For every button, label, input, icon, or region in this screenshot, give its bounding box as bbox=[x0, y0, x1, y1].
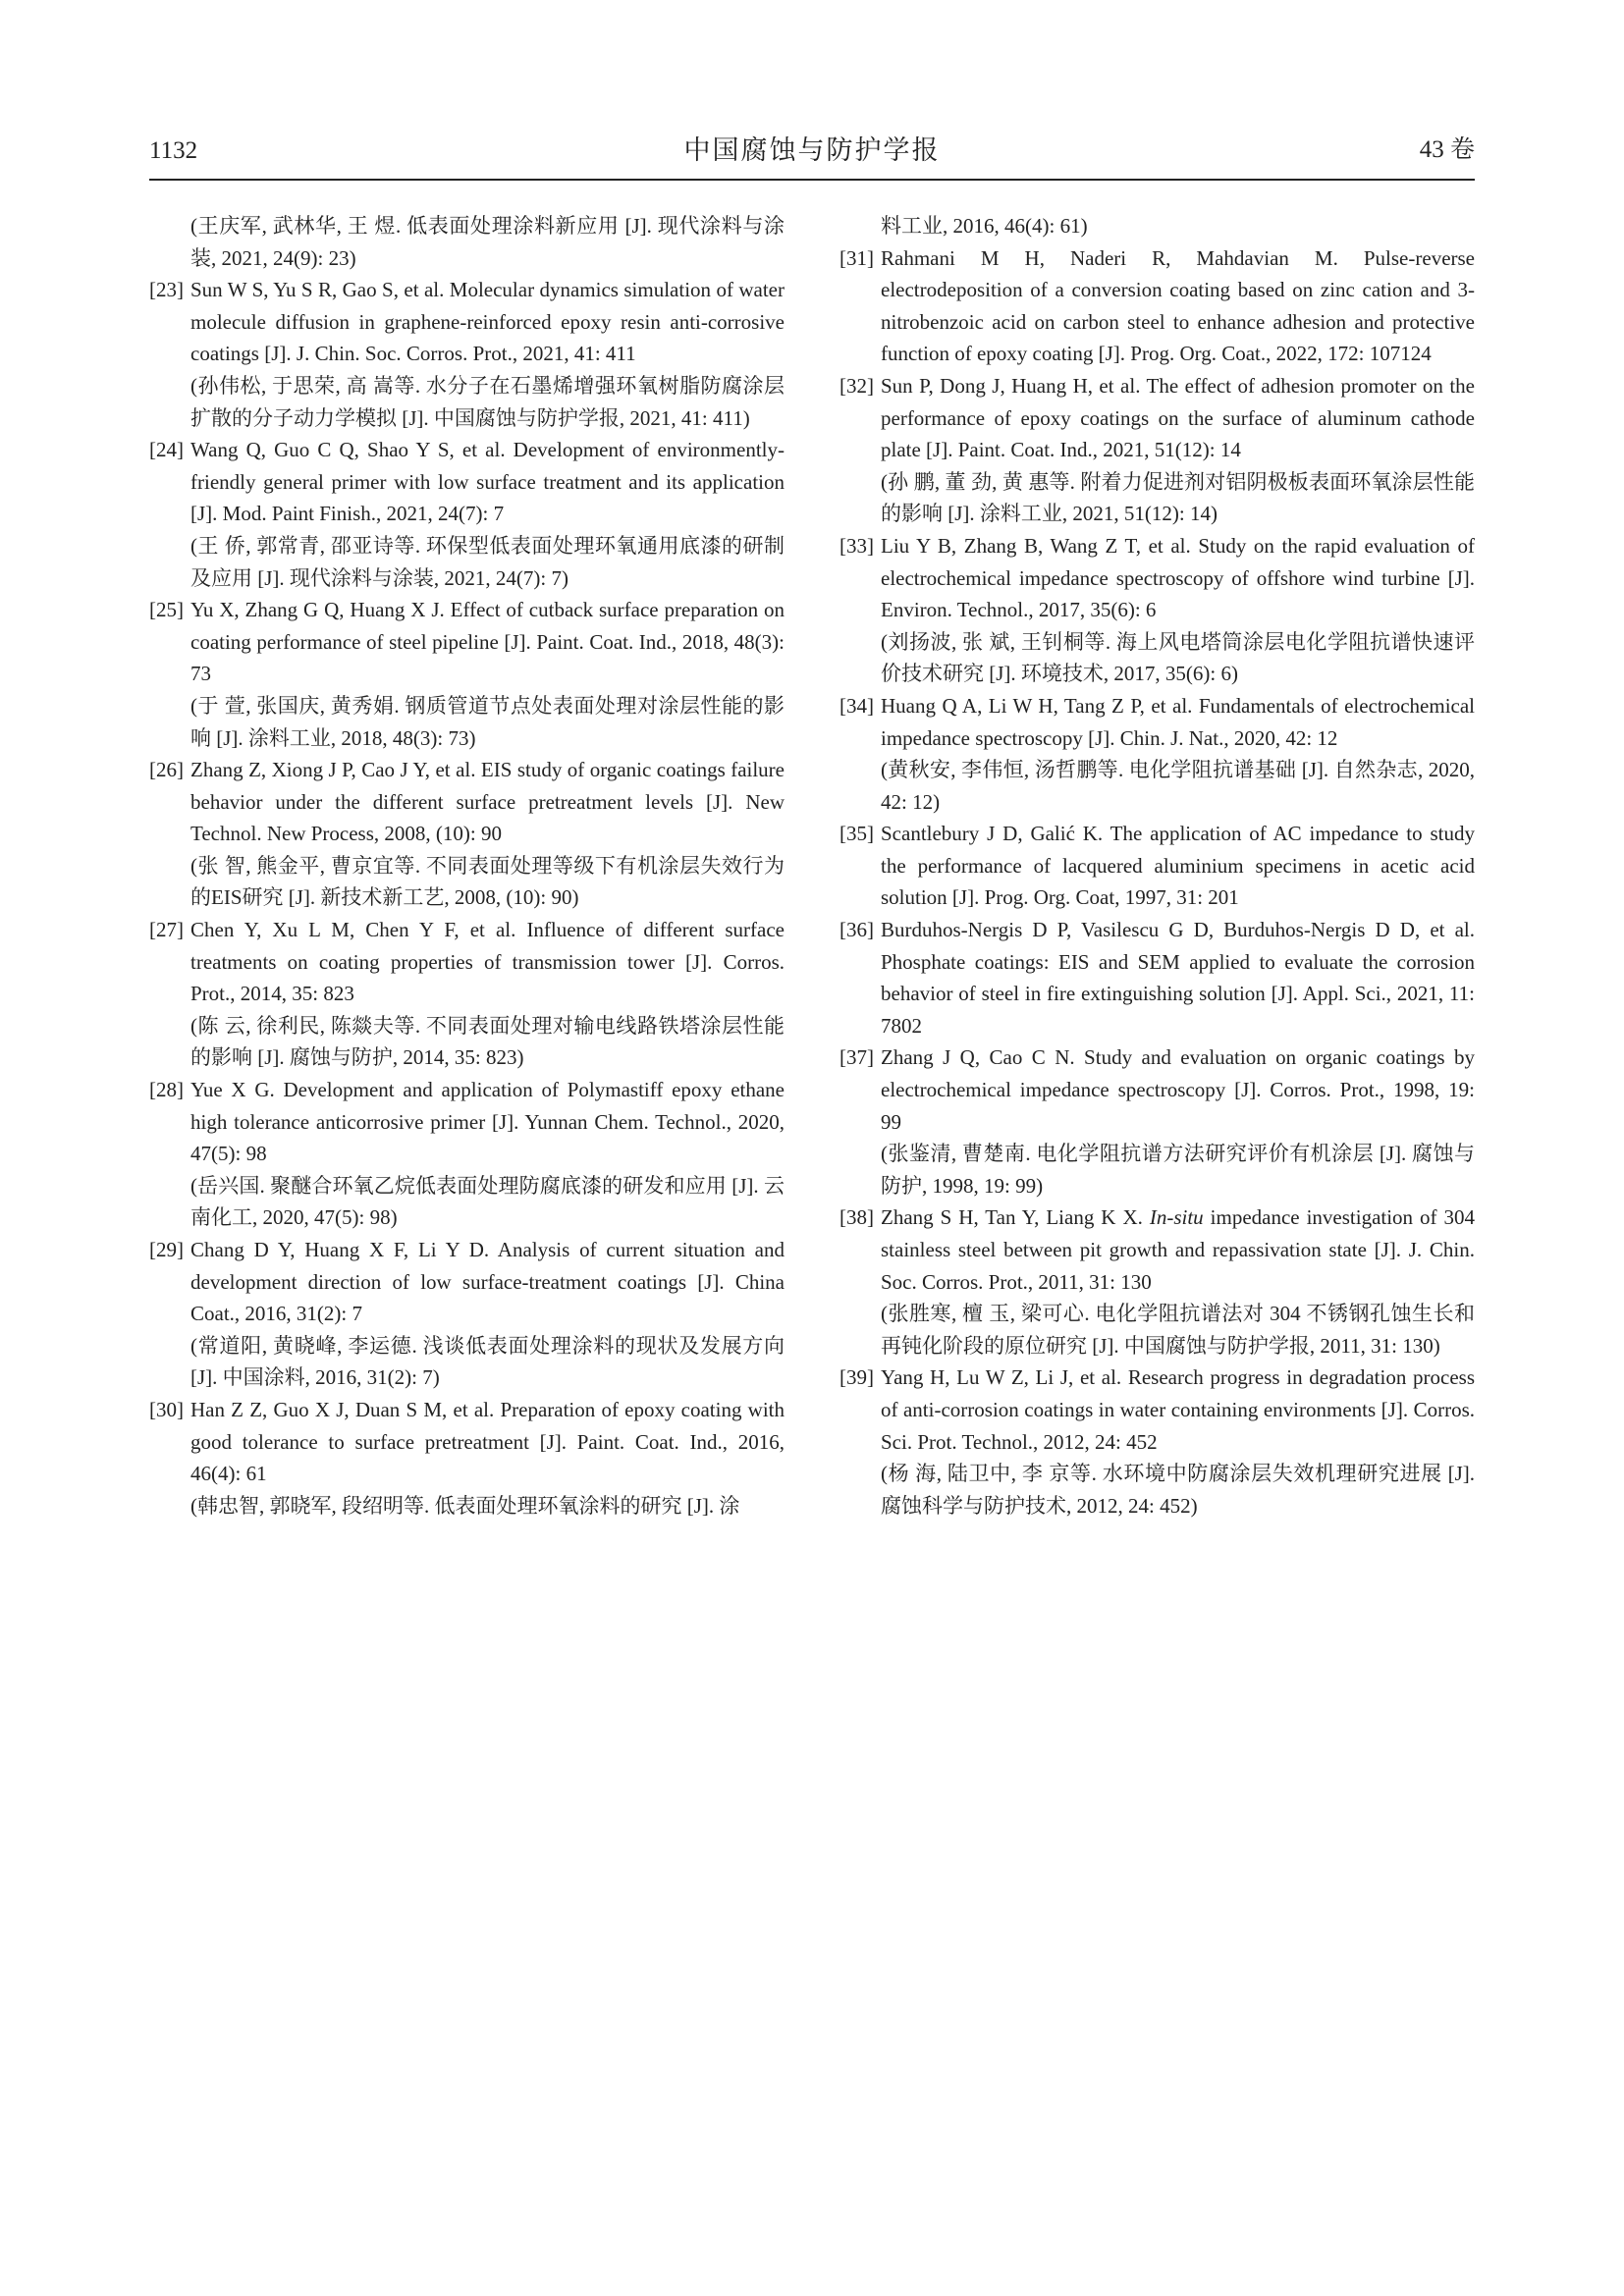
reference-number: [34] bbox=[839, 693, 874, 718]
reference-entry bbox=[149, 914, 785, 1074]
reference-entry bbox=[839, 1362, 1475, 1522]
reference-entry bbox=[149, 1234, 785, 1394]
reference-chinese-citation: (孙 鹏, 董 劲, 黄 惠等. 附着力促进剂对铝阴极板表面环氧涂层性能的影响 [J]. 涂料工业, 2021, 51(12): 14) bbox=[881, 469, 1475, 526]
page-header bbox=[149, 126, 1475, 169]
reference-entry bbox=[839, 242, 1475, 370]
reference-number: [39] bbox=[839, 1365, 874, 1390]
reference-english-citation: Sun W S, Yu S R, Gao S, et al. Molecular dynamics simulation of water molecule diffusion in graphene-reinforced epoxy resin anti-corrosive coatings [J]. J. Chin. Soc. Corros. Prot., 2021, 41: 411 bbox=[190, 278, 785, 366]
reference-chinese-citation: (张 智, 熊金平, 曹京宜等. 不同表面处理等级下有机涂层失效行为的EIS研究 [J]. 新技术新工艺, 2008, (10): 90) bbox=[190, 853, 785, 910]
reference-entry bbox=[839, 1041, 1475, 1201]
reference-chinese-citation: (韩忠智, 郭晓军, 段绍明等. 低表面处理环氧涂料的研究 [J]. 涂 bbox=[190, 1493, 740, 1518]
reference-number: [28] bbox=[149, 1078, 184, 1102]
reference-entry bbox=[839, 530, 1475, 690]
header-rule bbox=[149, 179, 1475, 181]
reference-entry bbox=[839, 914, 1475, 1041]
reference-english-citation: Han Z Z, Guo X J, Duan S M, et al. Preparation of epoxy coating with good tolerance to surface pretreatment [J]. Paint. Coat. Ind., 2016, 46(4): 61 bbox=[190, 1397, 785, 1486]
reference-entry bbox=[149, 1394, 785, 1522]
reference-chinese-citation: (张鉴清, 曹楚南. 电化学阻抗谱方法研究评价有机涂层 [J]. 腐蚀与防护, 1998, 19: 99) bbox=[881, 1142, 1475, 1198]
reference-chinese-citation: (王庆军, 武林华, 王 煜. 低表面处理涂料新应用 [J]. 现代涂料与涂装, 2021, 24(9): 23) bbox=[190, 214, 785, 270]
reference-number: [32] bbox=[839, 373, 874, 398]
reference-continuation bbox=[149, 210, 785, 274]
reference-english-citation: Chen Y, Xu L M, Chen Y F, et al. Influence of different surface treatments on coating properties of transmission tower [J]. Corros. Prot., 2014, 35: 823 bbox=[190, 918, 785, 1006]
reference-number: [35] bbox=[839, 822, 874, 846]
reference-number: [29] bbox=[149, 1238, 184, 1261]
reference-continuation bbox=[839, 210, 1475, 242]
reference-number: [38] bbox=[839, 1205, 874, 1230]
reference-english-citation: Yang H, Lu W Z, Li J, et al. Research progress in degradation process of anti-corrosion coatings in water containing environments [J]. Corros. Sci. Prot. Technol., 2012, 24: 452 bbox=[881, 1365, 1475, 1454]
reference-number: [33] bbox=[839, 533, 874, 558]
reference-number: [30] bbox=[149, 1397, 184, 1421]
reference-entry bbox=[149, 274, 785, 434]
reference-english-citation: Burduhos-Nergis D P, Vasilescu G D, Burduhos-Nergis D D, et al. Phosphate coatings: EIS and SEM applied to evaluate the corrosion behavior of steel in fire extinguishing solution [J]. Appl. Sci., 2021, 11: 7802 bbox=[881, 918, 1475, 1038]
reference-chinese-citation: (刘扬波, 张 斌, 王钊桐等. 海上风电塔筒涂层电化学阻抗谱快速评价技术研究 [J]. 环境技术, 2017, 35(6): 6) bbox=[881, 629, 1475, 686]
references-column-right bbox=[839, 210, 1475, 1522]
reference-number: [24] bbox=[149, 438, 184, 462]
reference-chinese-citation: (黄秋安, 李伟恒, 汤哲鹏等. 电化学阻抗谱基础 [J]. 自然杂志, 2020, 42: 12) bbox=[881, 758, 1475, 814]
reference-entry bbox=[149, 754, 785, 914]
reference-number: [37] bbox=[839, 1045, 874, 1070]
reference-number: [27] bbox=[149, 918, 184, 942]
reference-entry bbox=[839, 690, 1475, 818]
reference-english-citation: Huang Q A, Li W H, Tang Z P, et al. Fundamentals of electrochemical impedance spectroscopy [J]. Chin. J. Nat., 2020, 42: 12 bbox=[881, 693, 1475, 750]
reference-english-citation: Yue X G. Development and application of Polymastiff epoxy ethane high tolerance anticorrosive primer [J]. Yunnan Chem. Technol., 2020, 47(5): 98 bbox=[190, 1078, 785, 1166]
reference-chinese-citation: (杨 海, 陆卫中, 李 京等. 水环境中防腐涂层失效机理研究进展 [J]. 腐蚀科学与防护技术, 2012, 24: 452) bbox=[881, 1462, 1475, 1518]
page-number: 1132 bbox=[149, 137, 198, 164]
reference-chinese-citation: (常道阳, 黄晓峰, 李运德. 浅谈低表面处理涂料的现状及发展方向 [J]. 中国涂料, 2016, 31(2): 7) bbox=[190, 1333, 785, 1390]
reference-entry bbox=[149, 1074, 785, 1234]
reference-entry bbox=[839, 1201, 1475, 1362]
reference-chinese-citation: (孙伟松, 于思荣, 高 嵩等. 水分子在石墨烯增强环氧树脂防腐涂层扩散的分子动力学模拟 [J]. 中国腐蚀与防护学报, 2021, 41: 411) bbox=[190, 373, 785, 430]
reference-chinese-citation: (王 侨, 郭常青, 邵亚诗等. 环保型低表面处理环氧通用底漆的研制及应用 [J]. 现代涂料与涂装, 2021, 24(7): 7) bbox=[190, 533, 785, 590]
reference-number: [23] bbox=[149, 278, 184, 302]
reference-chinese-citation: (张胜寒, 檀 玉, 梁可心. 电化学阻抗谱法对 304 不锈钢孔蚀生长和再钝化阶段的原位研究 [J]. 中国腐蚀与防护学报, 2011, 31: 130) bbox=[881, 1302, 1475, 1358]
reference-english-citation: Chang D Y, Huang X F, Li Y D. Analysis of current situation and development direction of low surface-treatment coatings [J]. China Coat., 2016, 31(2): 7 bbox=[190, 1238, 785, 1326]
reference-english-citation: Zhang Z, Xiong J P, Cao J Y, et al. EIS study of organic coatings failure behavior under the different surface pretreatment levels [J]. New Technol. New Process, 2008, (10): 90 bbox=[190, 758, 785, 846]
reference-entry bbox=[149, 434, 785, 594]
reference-number: [25] bbox=[149, 598, 184, 622]
journal-title: 中国腐蚀与防护学报 bbox=[683, 135, 941, 165]
references-column-left bbox=[149, 210, 785, 1522]
reference-chinese-citation: (陈 云, 徐利民, 陈燚夫等. 不同表面处理对输电线路铁塔涂层性能的影响 [J]. 腐蚀与防护, 2014, 35: 823) bbox=[190, 1013, 785, 1070]
reference-entry bbox=[839, 818, 1475, 914]
reference-entry bbox=[839, 370, 1475, 530]
reference-entry bbox=[149, 594, 785, 754]
reference-number: [26] bbox=[149, 758, 184, 782]
references-section bbox=[149, 210, 1475, 1522]
reference-chinese-citation: (于 萱, 张国庆, 黄秀娟. 钢质管道节点处表面处理对涂层性能的影响 [J]. 涂料工业, 2018, 48(3): 73) bbox=[190, 693, 785, 750]
reference-english-citation: Sun P, Dong J, Huang H, et al. The effect of adhesion promoter on the performance of epoxy coatings on the surface of aluminum cathode plate [J]. Paint. Coat. Ind., 2021, 51(12): 14 bbox=[881, 373, 1475, 462]
reference-number: [36] bbox=[839, 918, 874, 942]
reference-english-citation: Yu X, Zhang G Q, Huang X J. Effect of cutback surface preparation on coating performance of steel pipeline [J]. Paint. Coat. Ind., 2018, 48(3): 73 bbox=[190, 598, 785, 686]
volume-label: 43 卷 bbox=[1419, 136, 1475, 163]
reference-english-citation: Zhang J Q, Cao C N. Study and evaluation on organic coatings by electrochemical impedance spectroscopy [J]. Corros. Prot., 1998, 19: 99 bbox=[881, 1045, 1475, 1134]
reference-english-citation: Zhang S H, Tan Y, Liang K X. In-situ impedance investigation of 304 stainless steel between pit growth and repassivation state [J]. J. Chin. Soc. Corros. Prot., 2011, 31: 130 bbox=[881, 1205, 1475, 1294]
reference-number: [31] bbox=[839, 245, 874, 270]
reference-chinese-citation: (岳兴国. 聚醚合环氧乙烷低表面处理防腐底漆的研发和应用 [J]. 云南化工, 2020, 47(5): 98) bbox=[190, 1173, 785, 1230]
reference-english-citation: Liu Y B, Zhang B, Wang Z T, et al. Study on the rapid evaluation of electrochemical impedance spectroscopy of offshore wind turbine [J]. Environ. Technol., 2017, 35(6): 6 bbox=[881, 533, 1475, 622]
reference-english-citation: Scantlebury J D, Galić K. The application of AC impedance to study the performance of lacquered aluminium specimens in acetic acid solution [J]. Prog. Org. Coat, 1997, 31: 201 bbox=[881, 822, 1475, 910]
reference-english-citation: Wang Q, Guo C Q, Shao Y S, et al. Development of environmently-friendly general primer with low surface treatment and its application [J]. Mod. Paint Finish., 2021, 24(7): 7 bbox=[190, 438, 785, 526]
reference-chinese-citation: 料工业, 2016, 46(4): 61) bbox=[881, 214, 1088, 238]
reference-english-citation: Rahmani M H, Naderi R, Mahdavian M. Pulse-reverse electrodeposition of a conversion coating based on zinc cation and 3-nitrobenzoic acid on carbon steel to enhance adhesion and protective function of epoxy coating [J]. Prog. Org. Coat., 2022, 172: 107124 bbox=[881, 245, 1475, 366]
